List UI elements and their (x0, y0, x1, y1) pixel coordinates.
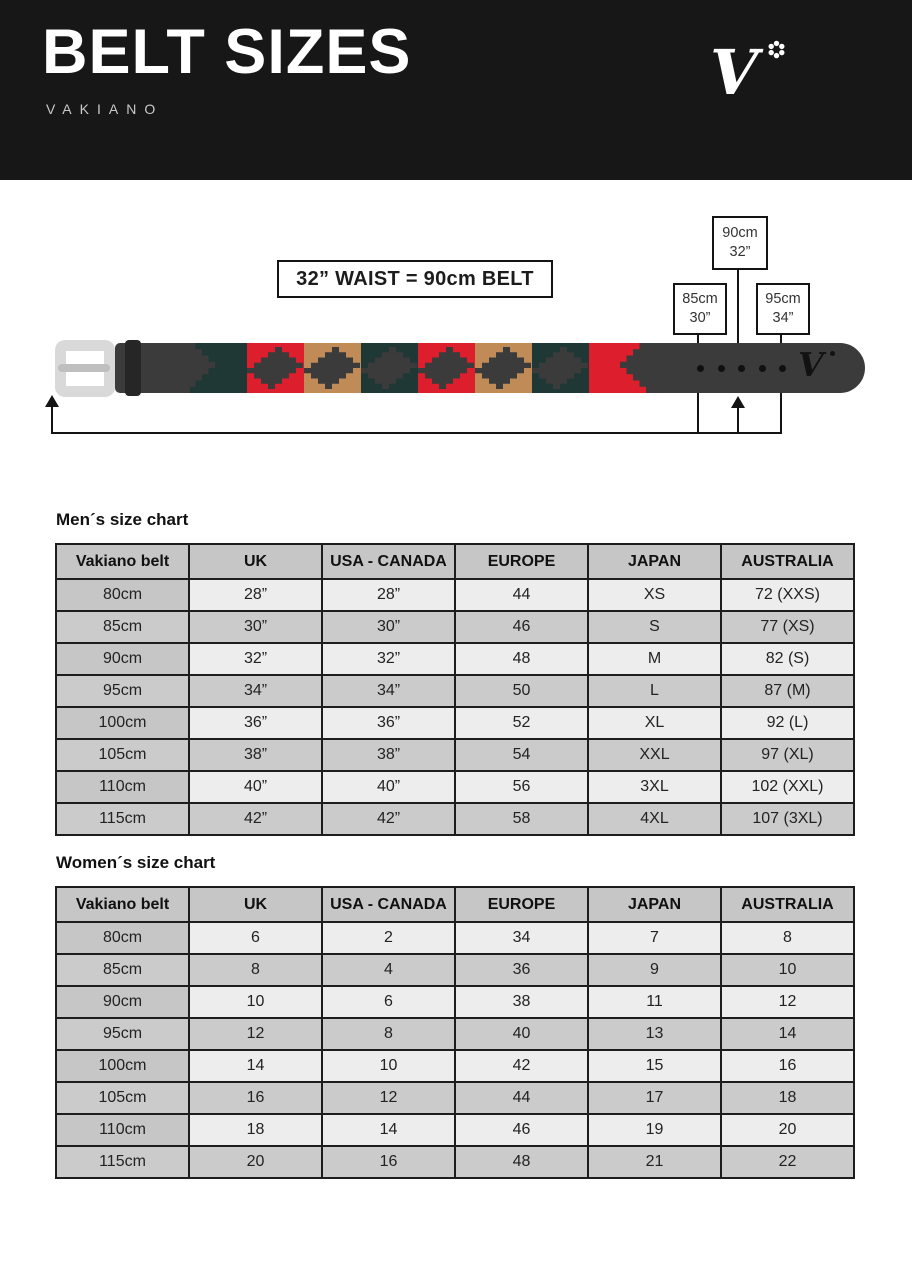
table-cell: 80cm (56, 579, 189, 611)
size-label-cm: 90cm (722, 225, 758, 242)
table-cell: XXL (588, 739, 721, 771)
table-cell: 32” (189, 643, 322, 675)
table-cell: S (588, 611, 721, 643)
mens-chart-title: Men´s size chart (56, 510, 189, 529)
table-cell: 19 (588, 1114, 721, 1146)
pampa-diamond (532, 347, 588, 389)
table-cell: 102 (XXL) (721, 771, 854, 803)
belt-segment-teal (532, 343, 589, 393)
table-cell: 44 (455, 1082, 588, 1114)
belt-segment-red (247, 343, 304, 393)
table-cell: 92 (L) (721, 707, 854, 739)
table-cell: 28” (322, 579, 455, 611)
table-cell: 15 (588, 1050, 721, 1082)
table-cell: 14 (721, 1018, 854, 1050)
column-header: Vakiano belt (56, 887, 189, 922)
table-cell: 56 (455, 771, 588, 803)
table-cell: 12 (189, 1018, 322, 1050)
table-cell: 8 (721, 922, 854, 954)
table-cell: 42 (455, 1050, 588, 1082)
table-row (56, 611, 854, 643)
table-cell: 40 (455, 1018, 588, 1050)
table-cell: 14 (322, 1114, 455, 1146)
mens-size-table (55, 543, 855, 836)
belt-buckle (55, 340, 115, 397)
table-cell: 10 (322, 1050, 455, 1082)
table-cell: 12 (721, 986, 854, 1018)
table-cell: 115cm (56, 803, 189, 835)
column-header: USA - CANADA (322, 887, 455, 922)
table-cell: 90cm (56, 643, 189, 675)
table-cell: 90cm (56, 986, 189, 1018)
table-cell: 11 (588, 986, 721, 1018)
table-cell: 34 (455, 922, 588, 954)
belt-hole (759, 365, 766, 372)
table-cell: 22 (721, 1146, 854, 1178)
table-cell: 18 (189, 1114, 322, 1146)
table-cell: M (588, 643, 721, 675)
column-header: EUROPE (455, 887, 588, 922)
table-cell: 54 (455, 739, 588, 771)
table-row (56, 643, 854, 675)
measure-line-baseline (51, 432, 782, 434)
waist-equivalence-note: 32” WAIST = 90cm BELT (277, 260, 553, 298)
belt-hole (697, 365, 704, 372)
table-cell: 52 (455, 707, 588, 739)
measure-line-90cm-top (737, 266, 739, 343)
table-cell: 10 (189, 986, 322, 1018)
column-header: AUSTRALIA (721, 544, 854, 579)
brand-name: VAKIANO (46, 101, 164, 117)
table-cell: 95cm (56, 675, 189, 707)
table-cell: 16 (189, 1082, 322, 1114)
logo-flower-icon (767, 40, 786, 59)
table-cell: 46 (455, 611, 588, 643)
measure-line-95cm-bottom (780, 392, 782, 434)
table-cell: XS (588, 579, 721, 611)
table-row (56, 1146, 854, 1178)
table-cell: 40” (189, 771, 322, 803)
table-cell: XL (588, 707, 721, 739)
table-cell: 9 (588, 954, 721, 986)
table-cell: 58 (455, 803, 588, 835)
table-row (56, 922, 854, 954)
table-cell: 34” (322, 675, 455, 707)
table-cell: 20 (189, 1146, 322, 1178)
pampa-diamond (418, 347, 474, 389)
size-label-cm: 85cm (682, 291, 718, 308)
table-cell: 82 (S) (721, 643, 854, 675)
table-row (56, 707, 854, 739)
vakiano-logo (710, 34, 788, 120)
size-label-inch: 30” (689, 310, 711, 326)
table-row (56, 739, 854, 771)
table-cell: 115cm (56, 1146, 189, 1178)
table-cell: 18 (721, 1082, 854, 1114)
belt-hole (779, 365, 786, 372)
pampa-diamond (247, 347, 303, 389)
table-cell: 38” (322, 739, 455, 771)
column-header: JAPAN (588, 544, 721, 579)
table-cell: 16 (721, 1050, 854, 1082)
table-cell: 42” (322, 803, 455, 835)
column-header: USA - CANADA (322, 544, 455, 579)
table-cell: 38 (455, 986, 588, 1018)
table-cell: 80cm (56, 922, 189, 954)
womens-size-table (55, 886, 855, 1179)
table-cell: 4 (322, 954, 455, 986)
table-cell: 97 (XL) (721, 739, 854, 771)
table-row (56, 579, 854, 611)
size-label-cm: 95cm (765, 291, 801, 308)
belt-buckle-prong (58, 364, 110, 372)
column-header: Vakiano belt (56, 544, 189, 579)
table-cell: 34” (189, 675, 322, 707)
pampa-diamond (361, 347, 417, 389)
womens-chart-title: Women´s size chart (56, 853, 216, 872)
table-cell: 85cm (56, 954, 189, 986)
table-cell: 87 (M) (721, 675, 854, 707)
table-cell: 16 (322, 1146, 455, 1178)
measure-line-85cm-bottom (697, 392, 699, 434)
table-cell: 17 (588, 1082, 721, 1114)
belt-illustration (55, 340, 865, 396)
table-row (56, 1050, 854, 1082)
table-cell: 72 (XXS) (721, 579, 854, 611)
table-cell: 20 (721, 1114, 854, 1146)
table-cell: 100cm (56, 1050, 189, 1082)
table-cell: 36” (322, 707, 455, 739)
table-cell: 40” (322, 771, 455, 803)
table-cell: 48 (455, 1146, 588, 1178)
belt-segment-tan (304, 343, 361, 393)
table-cell: 105cm (56, 1082, 189, 1114)
belt-segment-teal (361, 343, 418, 393)
belt-tip (646, 343, 865, 393)
table-cell: 77 (XS) (721, 611, 854, 643)
table-cell: 14 (189, 1050, 322, 1082)
table-row (56, 1018, 854, 1050)
table-cell: 36 (455, 954, 588, 986)
belt-hole (738, 365, 745, 372)
table-row (56, 1082, 854, 1114)
table-cell: 50 (455, 675, 588, 707)
belt-tip-monogram: V (798, 345, 824, 384)
belt-pattern (190, 343, 646, 393)
header (0, 0, 912, 180)
table-row (56, 803, 854, 835)
column-header: UK (189, 544, 322, 579)
table-cell: 38” (189, 739, 322, 771)
column-header: JAPAN (588, 887, 721, 922)
table-cell: 44 (455, 579, 588, 611)
table-cell: 7 (588, 922, 721, 954)
column-header: AUSTRALIA (721, 887, 854, 922)
belt-tip-monogram-dot (830, 351, 835, 356)
table-row (56, 954, 854, 986)
table-row (56, 1114, 854, 1146)
table-cell: 28” (189, 579, 322, 611)
table-cell: 8 (189, 954, 322, 986)
hole-arrow-shaft (737, 408, 739, 434)
table-cell: L (588, 675, 721, 707)
table-cell: 36” (189, 707, 322, 739)
header-row (56, 544, 854, 579)
table-cell: 10 (721, 954, 854, 986)
column-header: UK (189, 887, 322, 922)
table-cell: 95cm (56, 1018, 189, 1050)
size-label-95cm (756, 283, 810, 335)
table-cell: 105cm (56, 739, 189, 771)
table-cell: 12 (322, 1082, 455, 1114)
table-cell: 2 (322, 922, 455, 954)
table-cell: 100cm (56, 707, 189, 739)
size-label-inch: 32” (729, 244, 751, 260)
table-row (56, 986, 854, 1018)
table-cell: 32” (322, 643, 455, 675)
page-title: BELT SIZES (42, 17, 412, 87)
header-row (56, 887, 854, 922)
belt-hole (718, 365, 725, 372)
pampa-diamond (304, 347, 360, 389)
table-cell: 85cm (56, 611, 189, 643)
table-cell: 107 (3XL) (721, 803, 854, 835)
column-header: EUROPE (455, 544, 588, 579)
belt-segment-tan (475, 343, 532, 393)
belt-keeper-loop (125, 340, 141, 396)
table-cell: 110cm (56, 1114, 189, 1146)
table-cell: 6 (189, 922, 322, 954)
buckle-arrow-up-icon (45, 395, 59, 407)
table-cell: 46 (455, 1114, 588, 1146)
table-row (56, 675, 854, 707)
size-label-90cm (712, 216, 768, 270)
table-cell: 42” (189, 803, 322, 835)
buckle-arrow-shaft (51, 406, 53, 434)
table-cell: 8 (322, 1018, 455, 1050)
hole-arrow-up-icon (731, 396, 745, 408)
table-cell: 110cm (56, 771, 189, 803)
belt-leather-end (115, 343, 190, 393)
pampa-diamond (475, 347, 531, 389)
size-label-85cm (673, 283, 727, 335)
table-cell: 48 (455, 643, 588, 675)
table-row (56, 771, 854, 803)
table-cell: 21 (588, 1146, 721, 1178)
table-cell: 3XL (588, 771, 721, 803)
table-cell: 4XL (588, 803, 721, 835)
belt-segment-red (418, 343, 475, 393)
size-label-inch: 34” (772, 310, 794, 326)
table-cell: 30” (189, 611, 322, 643)
logo-v-letter: V (710, 36, 759, 109)
table-cell: 30” (322, 611, 455, 643)
table-cell: 13 (588, 1018, 721, 1050)
table-cell: 6 (322, 986, 455, 1018)
